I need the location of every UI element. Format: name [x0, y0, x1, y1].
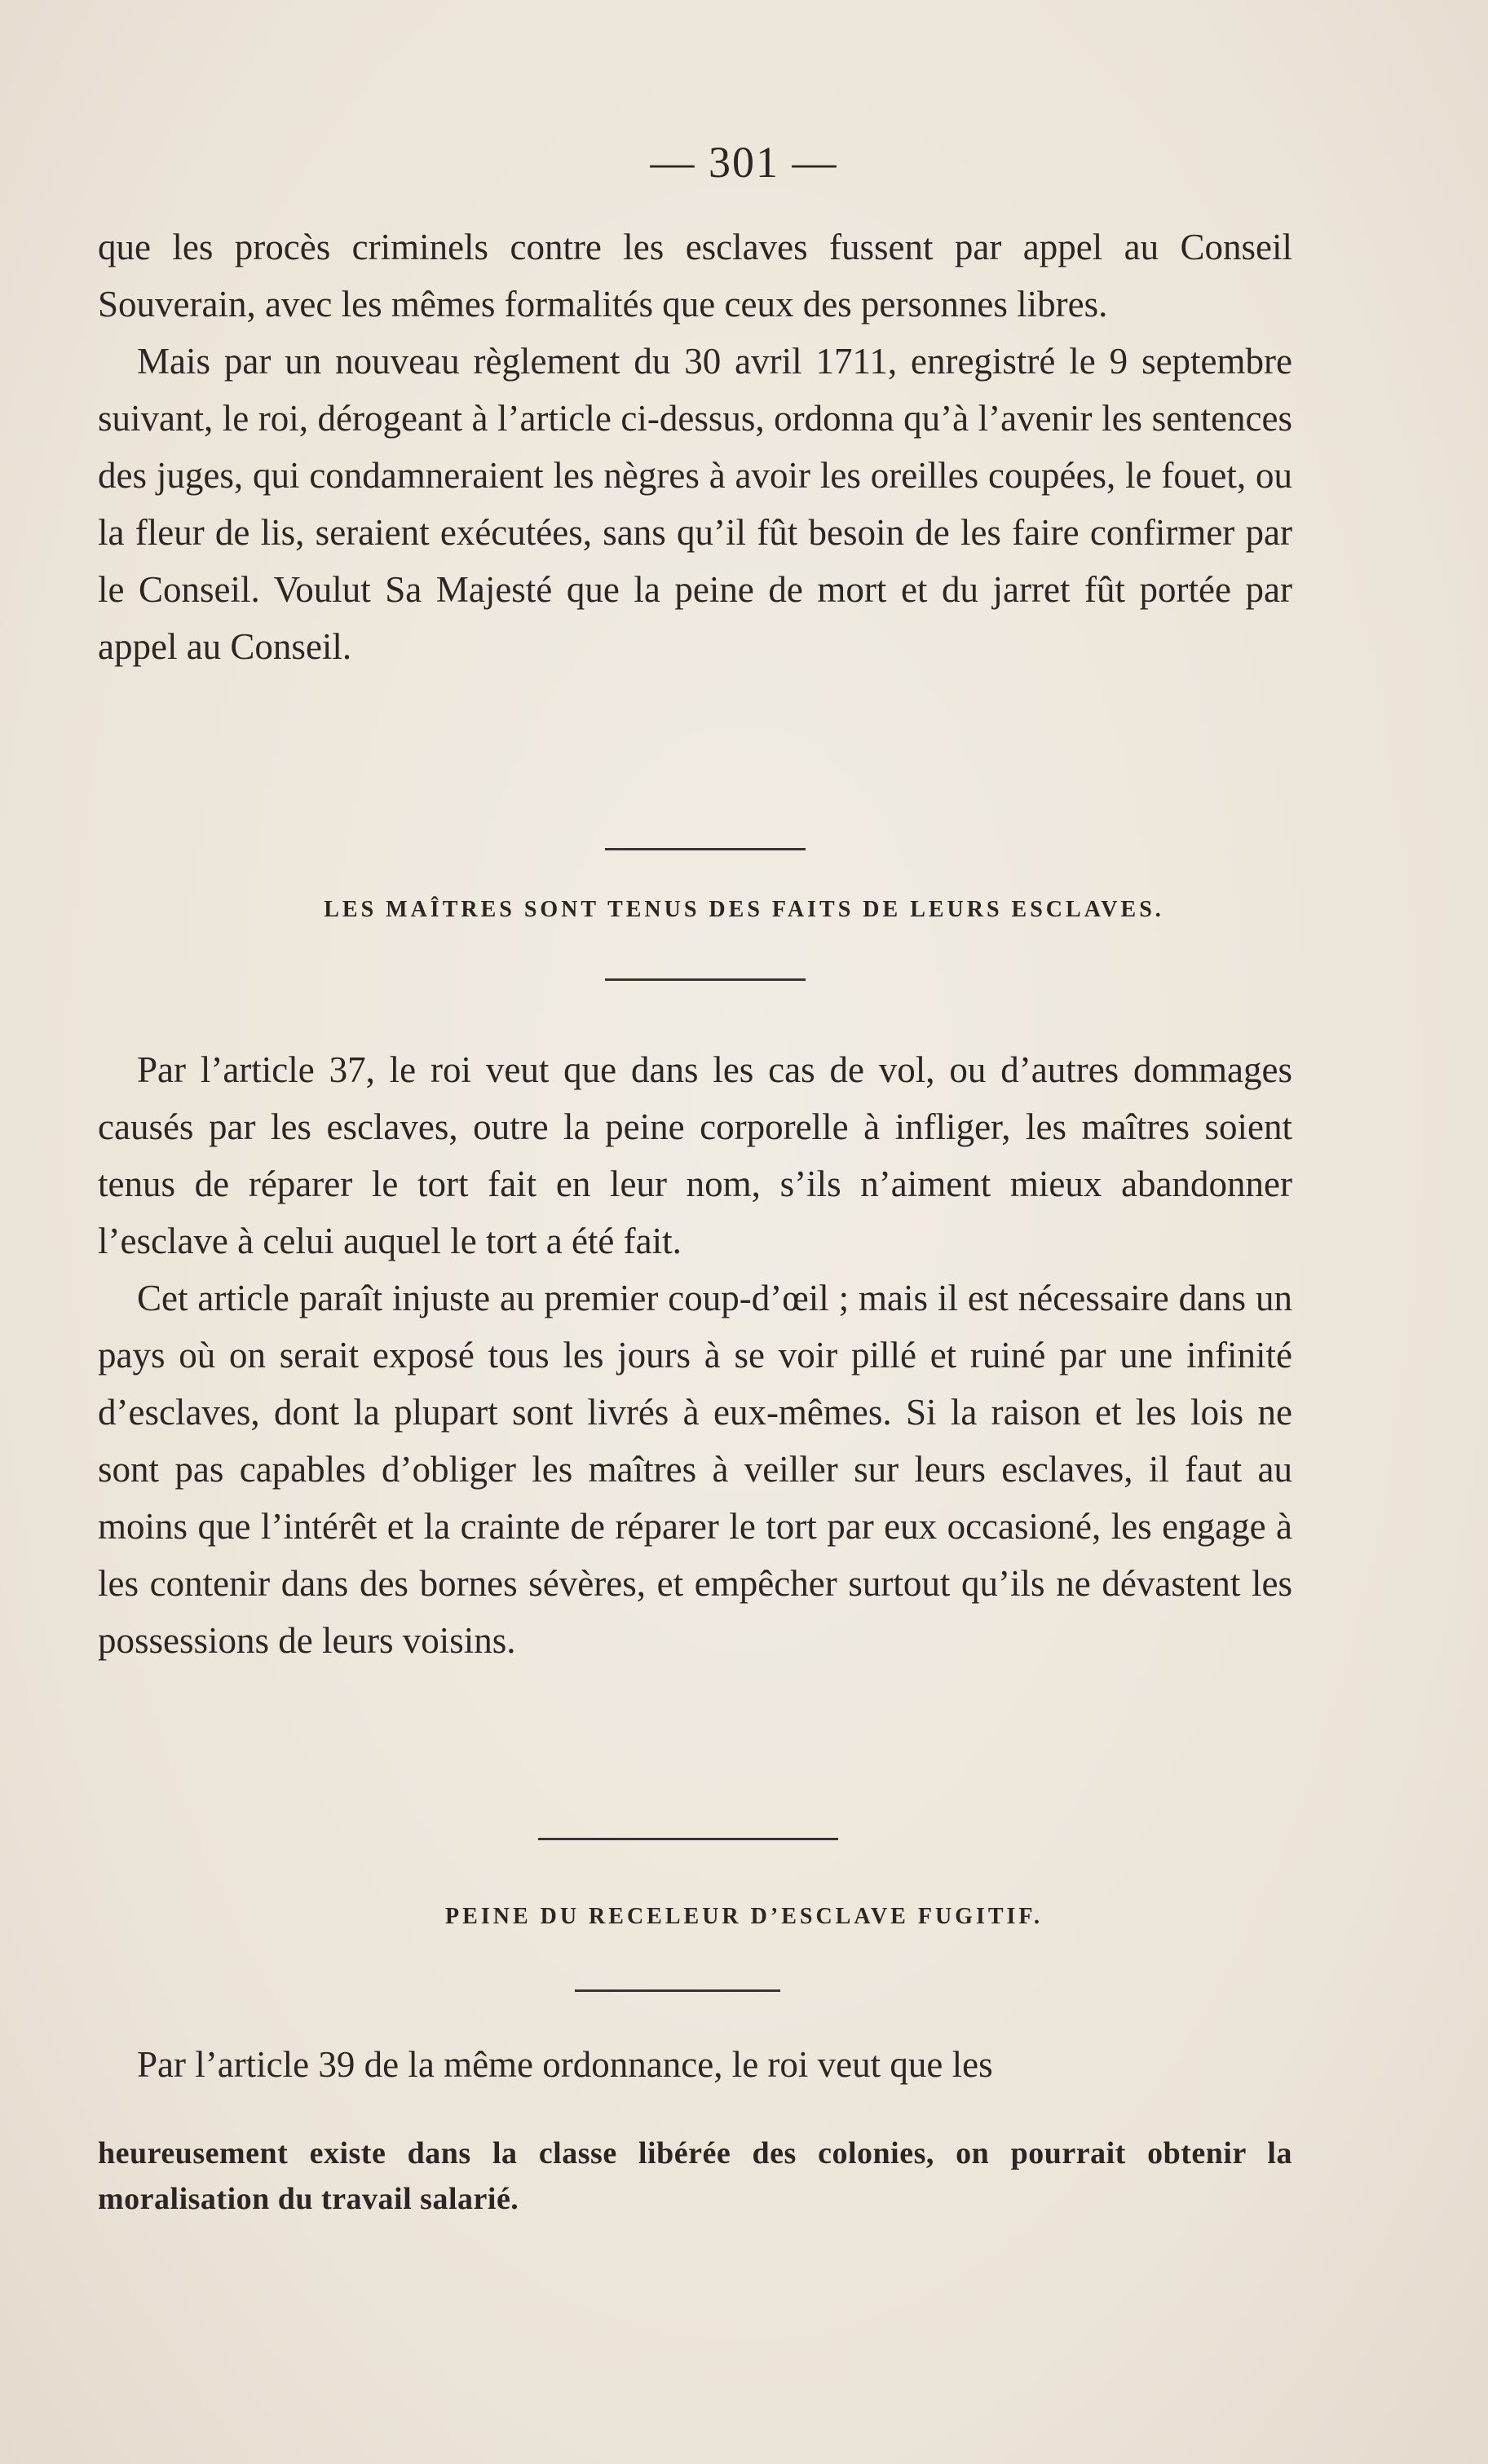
footnote-text: heureusement existe dans la classe libérée des colonies, on pourrait obtenir la moralisation du travail salarié. [98, 2136, 1292, 2216]
paragraph-article-37: Par l’article 37, le roi veut que dans les cas de vol, ou d’autres dommages causés par les esclaves, outre la peine corporelle à infliger, les maîtres soient tenus de réparer le tort fait en leur nom, s’ils n’aiment mieux abandonner l’esclave à celui auquel le tort a été fait. [98, 1049, 1292, 1261]
section-receleur-body [98, 2036, 1292, 2093]
divider-rule [538, 1838, 838, 1840]
divider-rule [605, 848, 806, 850]
section-heading-maitres: LES MAÎTRES SONT TENUS DES FAITS DE LEURS ESCLAVES. [324, 897, 1164, 922]
paragraph-reglement-1711: Mais par un nouveau règlement du 30 avril 1711, enregistré le 9 septembre suivant, le roi, dérogeant à l’article ci-dessus, ordonna qu’à l’avenir les sentences des juges, qui condamneraient les nègres à avoir les oreilles coupées, le fouet, ou la fleur de lis, seraient exécutées, sans qu’il fût besoin de les faire confirmer par le Conseil. Voulut Sa Majesté que la peine de mort et du jarret fût portée par appel au Conseil. [98, 341, 1292, 667]
opening-block [98, 219, 1292, 675]
paragraph-continuation: que les procès criminels contre les esclaves fussent par appel au Conseil Souverain, avec les mêmes formalités que ceux des personnes libres. [98, 227, 1292, 325]
page-number: — 301 — [650, 138, 838, 187]
section-maitres-body [98, 1041, 1292, 1669]
paragraph-commentary: Cet article paraît injuste au premier coup-d’œil ; mais il est nécessaire dans un pays où on serait exposé tous les jours à se voir pillé et ruiné par une infinité d’esclaves, dont la plupart sont livrés à eux-mêmes. Si la raison et les lois ne sont pas capables d’obliger les maîtres à veiller sur leurs esclaves, il faut au moins que l’intérêt et la crainte de réparer le tort par eux occasioné, les engage à les contenir dans des bornes sévères, et empêcher surtout qu’ils ne dévastent les possessions de leurs voisins. [98, 1278, 1292, 1661]
divider-rule [575, 1989, 780, 1992]
paragraph-article-39: Par l’article 39 de la même ordonnance, le roi veut que les [137, 2044, 993, 2085]
footnote-block [98, 2131, 1292, 2222]
divider-rule [605, 978, 806, 981]
section-heading-receleur: PEINE DU RECELEUR D’ESCLAVE FUGITIF. [445, 1904, 1043, 1929]
